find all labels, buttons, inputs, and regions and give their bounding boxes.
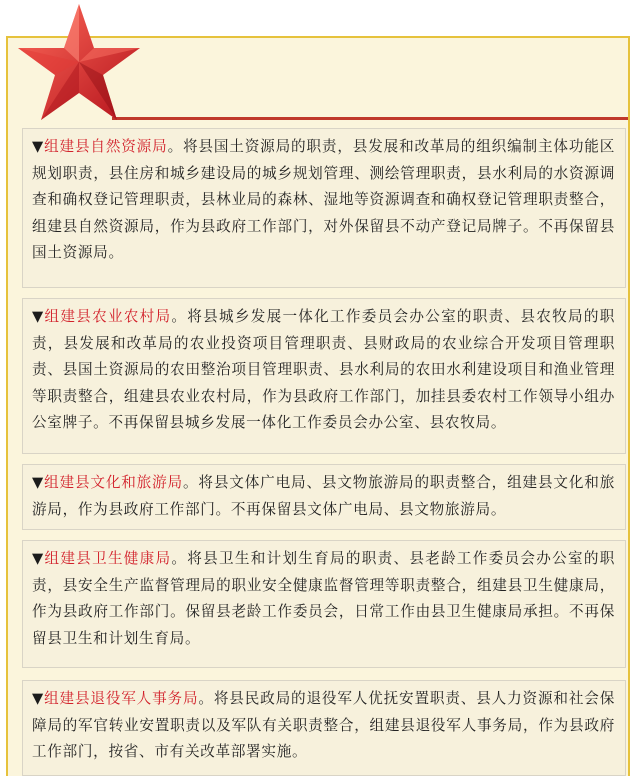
section-body: 。将县城乡发展一体化工作委员会办公室的职责、县农牧局的职责，县发展和改革局的农业投资项目管理职责、县财政局的农业综合开发项目管理职责、县国土资源局的农田整治项目管理职责、县水利局的农田水利建设项目和渔业管理等职责整合，组建县农业农村局，作为县政府工作部门，加挂县委农村工作领导小组办公室牌子。不再保留县城乡发展一体化工作委员会办公室、县农牧局。 xyxy=(32,308,615,431)
section-card-natural-resources xyxy=(22,128,626,288)
section-title: 组建县农业农村局 xyxy=(44,308,172,325)
section-card-health xyxy=(22,540,626,668)
bullet-triangle-icon: ▼ xyxy=(32,138,45,155)
header-divider xyxy=(112,117,628,120)
bullet-triangle-icon: ▼ xyxy=(32,550,45,567)
section-paragraph xyxy=(32,304,615,437)
section-card-agriculture xyxy=(22,298,626,454)
section-body: 。将县文体广电局、县文物旅游局的职责整合，组建县文化和旅游局，作为县政府工作部门。不再保留县文体广电局、县文物旅游局。 xyxy=(32,474,615,518)
section-paragraph xyxy=(32,686,615,766)
section-body: 。将县民政局的退役军人优抚安置职责、县人力资源和社会保障局的军官转业安置职责以及军队有关职责整合，组建县退役军人事务局，作为县政府工作部门，按省、市有关改革部署实施。 xyxy=(32,690,615,760)
bullet-triangle-icon: ▼ xyxy=(32,474,45,491)
section-title: 组建县自然资源局 xyxy=(44,138,168,155)
bullet-triangle-icon: ▼ xyxy=(32,690,45,707)
section-paragraph xyxy=(32,134,615,267)
section-body: 。将县卫生和计划生育局的职责、县老龄工作委员会办公室的职责，县安全生产监督管理局的职业安全健康监督管理等职责整合，组建县卫生健康局，作为县政府工作部门。保留县老龄工作委员会，日常工作由县卫生健康局承担。不再保留县卫生和计划生育局。 xyxy=(32,550,615,647)
section-card-culture-tourism xyxy=(22,464,626,530)
section-paragraph xyxy=(32,546,615,652)
section-body: 。将县国土资源局的职责，县发展和改革局的组织编制主体功能区规划职责，县住房和城乡建设局的城乡规划管理、测绘管理职责，县水利局的水资源调查和确权登记管理职责，县林业局的森林、湿地等资源调查和确权登记管理职责整合，组建县自然资源局，作为县政府工作部门，对外保留县不动产登记局牌子。不再保留县国土资源局。 xyxy=(32,138,615,261)
section-title: 组建县卫生健康局 xyxy=(44,550,172,567)
red-star-icon xyxy=(14,0,144,124)
section-paragraph xyxy=(32,470,615,523)
section-title: 组建县文化和旅游局 xyxy=(44,474,183,491)
section-title: 组建县退役军人事务局 xyxy=(44,690,199,707)
section-card-veterans xyxy=(22,680,626,776)
bullet-triangle-icon: ▼ xyxy=(32,308,45,325)
